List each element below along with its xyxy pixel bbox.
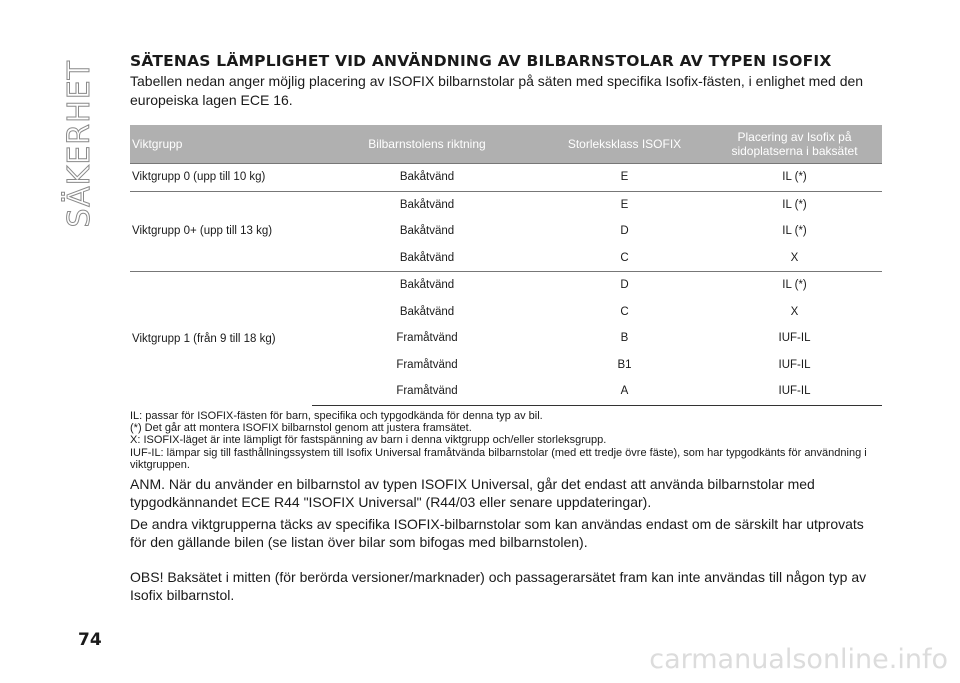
cell-riktning: Framåtvänd — [396, 332, 458, 345]
note-asterisk: (*) Det går att montera ISOFIX bilbarnstol genom att justera framsätet. — [130, 421, 472, 434]
cell-placering: X — [790, 305, 799, 318]
note-il: IL: passar för ISOFIX-fästen för barn, specifika och typgodkända för denna typ av bil. — [130, 409, 543, 422]
cell-storleksklass: E — [542, 191, 707, 218]
cell-riktning: Bakåtvänd — [312, 272, 542, 299]
note-x: X: ISOFIX-läget är inte lämpligt för fastspänning av barn i denna viktgrupp och/eller storleksgrupp. — [130, 434, 607, 447]
table-row — [130, 191, 882, 218]
page-content — [130, 52, 882, 605]
section-side-label: SÄKERHET — [62, 60, 97, 228]
cell-placering: IL (*) — [707, 164, 882, 192]
other-groups-paragraph: De andra viktgrupperna täcks av specifika ISOFIX-bilbarnstolar som kan användas endast om de särskilt har utprovats för den gällande bilen (se listan över bilar som bifogas med bilbarnstolen). — [130, 515, 864, 551]
group-label: Viktgrupp 0+ (upp till 13 kg) — [130, 191, 312, 272]
cell-storleksklass: C — [620, 305, 629, 318]
group-label: Viktgrupp 0 (upp till 10 kg) — [130, 164, 312, 192]
watermark: carmanualsonline.info — [649, 644, 948, 675]
cell-placering: IL (*) — [707, 191, 882, 218]
cell-riktning: Bakåtvänd — [399, 251, 455, 264]
cell-placering: IL (*) — [707, 272, 882, 299]
cell-placering: IUF-IL — [707, 378, 882, 405]
table-row — [130, 164, 882, 192]
table-row — [130, 272, 882, 299]
cell-storleksklass: B — [620, 332, 629, 345]
cell-storleksklass: E — [542, 164, 707, 192]
header-riktning: Bilbarnstolens riktning — [312, 125, 542, 164]
group-label: Viktgrupp 1 (från 9 till 18 kg) — [130, 272, 312, 406]
cell-riktning: Bakåtvänd — [312, 191, 542, 218]
cell-placering: IL (*) — [782, 225, 807, 238]
header-viktgrupp: Viktgrupp — [130, 125, 312, 164]
isofix-table — [130, 125, 882, 406]
cell-riktning: Bakåtvänd — [399, 225, 455, 238]
page-title: SÄTENAS LÄMPLIGHET VID ANVÄNDNING AV BILBARNSTOLAR AV TYPEN ISOFIX — [130, 52, 832, 70]
cell-placering: IUF-IL — [778, 332, 811, 345]
cell-storleksklass: D — [542, 272, 707, 299]
table-header-row — [130, 125, 882, 164]
anm-paragraph: ANM. När du använder en bilbarnstol av typen ISOFIX Universal, går det endast att använda bilbarnstolar med typgodkännandet ECE R44 "ISOFIX Universal" (R44/03 eller senare uppdateringar). — [130, 475, 815, 511]
header-storleksklass: Storleksklass ISOFIX — [542, 125, 707, 164]
cell-riktning: Bakåtvänd — [399, 305, 455, 318]
table-notes — [130, 410, 882, 472]
page-number: 74 — [78, 630, 102, 650]
cell-placering: X — [790, 251, 799, 264]
cell-storleksklass: D — [620, 225, 629, 238]
cell-storleksklass: A — [542, 378, 707, 405]
obs-paragraph: OBS! Baksätet i mitten (för berörda versioner/marknader) och passagerarsätet fram kan inte användas till någon typ av Isofix bilbarnstol. — [130, 568, 867, 604]
header-placering: Placering av Isofix på sidoplatserna i baksätet — [707, 125, 882, 164]
cell-riktning: Framåtvänd — [396, 358, 458, 371]
intro-paragraph: Tabellen nedan anger möjlig placering av ISOFIX bilbarnstolar på säten med specifika Isofix-fästen, i enlighet med den europeiska lagen ECE 16. — [130, 73, 864, 108]
cell-riktning: Framåtvänd — [312, 378, 542, 405]
note-iuf-il: IUF-IL: lämpar sig till fasthållningssystem till Isofix Universal framåtvända bilbarnstolar (med ett tredje övre fäste), som har typgodkänts för användning i viktgruppen. — [130, 446, 867, 472]
cell-storleksklass: C — [620, 251, 629, 264]
cell-placering: IUF-IL — [778, 358, 811, 371]
cell-riktning: Bakåtvänd — [312, 164, 542, 192]
cell-storleksklass: B1 — [617, 358, 632, 371]
